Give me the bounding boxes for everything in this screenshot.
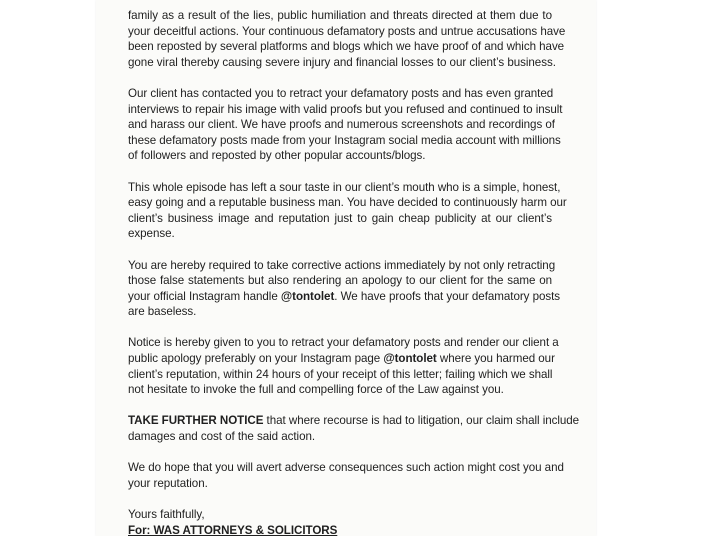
text-line: been reposted by several platforms and blogs which we have proof of and which have [128, 40, 565, 54]
paragraph-damages [128, 8, 566, 70]
text-line: Notice is hereby given to you to retract your defamatory posts and render our client a [128, 336, 559, 350]
text-line: not hesitate to invoke the full and compelling force of the Law against you. [128, 383, 504, 397]
text-line: damages and cost of the said action. [128, 430, 316, 444]
text-line: This whole episode has left a sour taste in our client’s mouth who is a simple, honest, [128, 180, 561, 194]
paragraph-further-notice [128, 413, 580, 444]
text-line: family as a result of the lies, public humiliation and threats directed at them due to [128, 9, 552, 22]
text-line: are baseless. [128, 305, 197, 319]
firm-name: For: WAS ATTORNEYS & SOLICITORS [128, 523, 338, 536]
text-run: . We have proofs that your defamatory posts [334, 289, 561, 303]
text-line: expense. [128, 227, 175, 241]
text-line: You are hereby required to take corrective actions immediately by not only retracting [128, 258, 556, 272]
text-line: your reputation. [128, 476, 208, 490]
paragraph-hope [128, 460, 564, 491]
text-run: public apology preferably on your Instagram page [128, 352, 384, 366]
closing-salutation: Yours faithfully, [128, 508, 205, 521]
further-notice-heading: TAKE FURTHER NOTICE [128, 414, 264, 428]
text-run: your official Instagram handle [128, 289, 281, 303]
text-line: easy going and a reputable business man. You have decided to continuously harm our [128, 196, 567, 210]
text-line [128, 413, 580, 429]
text-line [128, 351, 555, 367]
text-line [128, 289, 561, 305]
text-line: gone viral thereby causing severe injury and financial losses to our client’s business. [128, 55, 556, 69]
instagram-handle: @tontolet [280, 289, 335, 303]
text-run: that where recourse is had to litigation, our claim shall include [263, 414, 580, 428]
text-line: interviews to repair his image with valid proofs but you refused and continued to insult [128, 102, 563, 116]
paragraph-corrective-actions [128, 258, 561, 320]
text-line: and harass our client. We have proofs and numerous screenshots and recordings of [128, 118, 555, 132]
instagram-handle: @tontolet [383, 352, 437, 366]
text-line: We do hope that you will avert adverse consequences such action might cost you and [128, 461, 564, 475]
text-line: these defamatory posts made from your Instagram social media account with millions [128, 133, 561, 147]
text-line: client’s reputation, within 24 hours of your receipt of this letter; failing which we shall [128, 367, 553, 381]
signoff [128, 507, 552, 536]
paragraph-episode [128, 180, 567, 242]
text-line: those false statements but also rendering an apology to our client for the same on [128, 274, 552, 288]
paragraph-notice [128, 335, 559, 397]
text-run: where you harmed our [436, 352, 555, 366]
text-line: your deceitful actions. Your continuous defamatory posts and untrue accusations have [128, 24, 566, 38]
letter-body [128, 8, 580, 536]
text-line: Our client has contacted you to retract your defamatory posts and has even granted [128, 86, 554, 100]
text-line: client’s business image and reputation just to gain cheap publicity at our client’s [128, 211, 552, 225]
text-line: of followers and reposted by other popular accounts/blogs. [128, 149, 426, 163]
paragraph-retraction-attempts [128, 86, 563, 164]
